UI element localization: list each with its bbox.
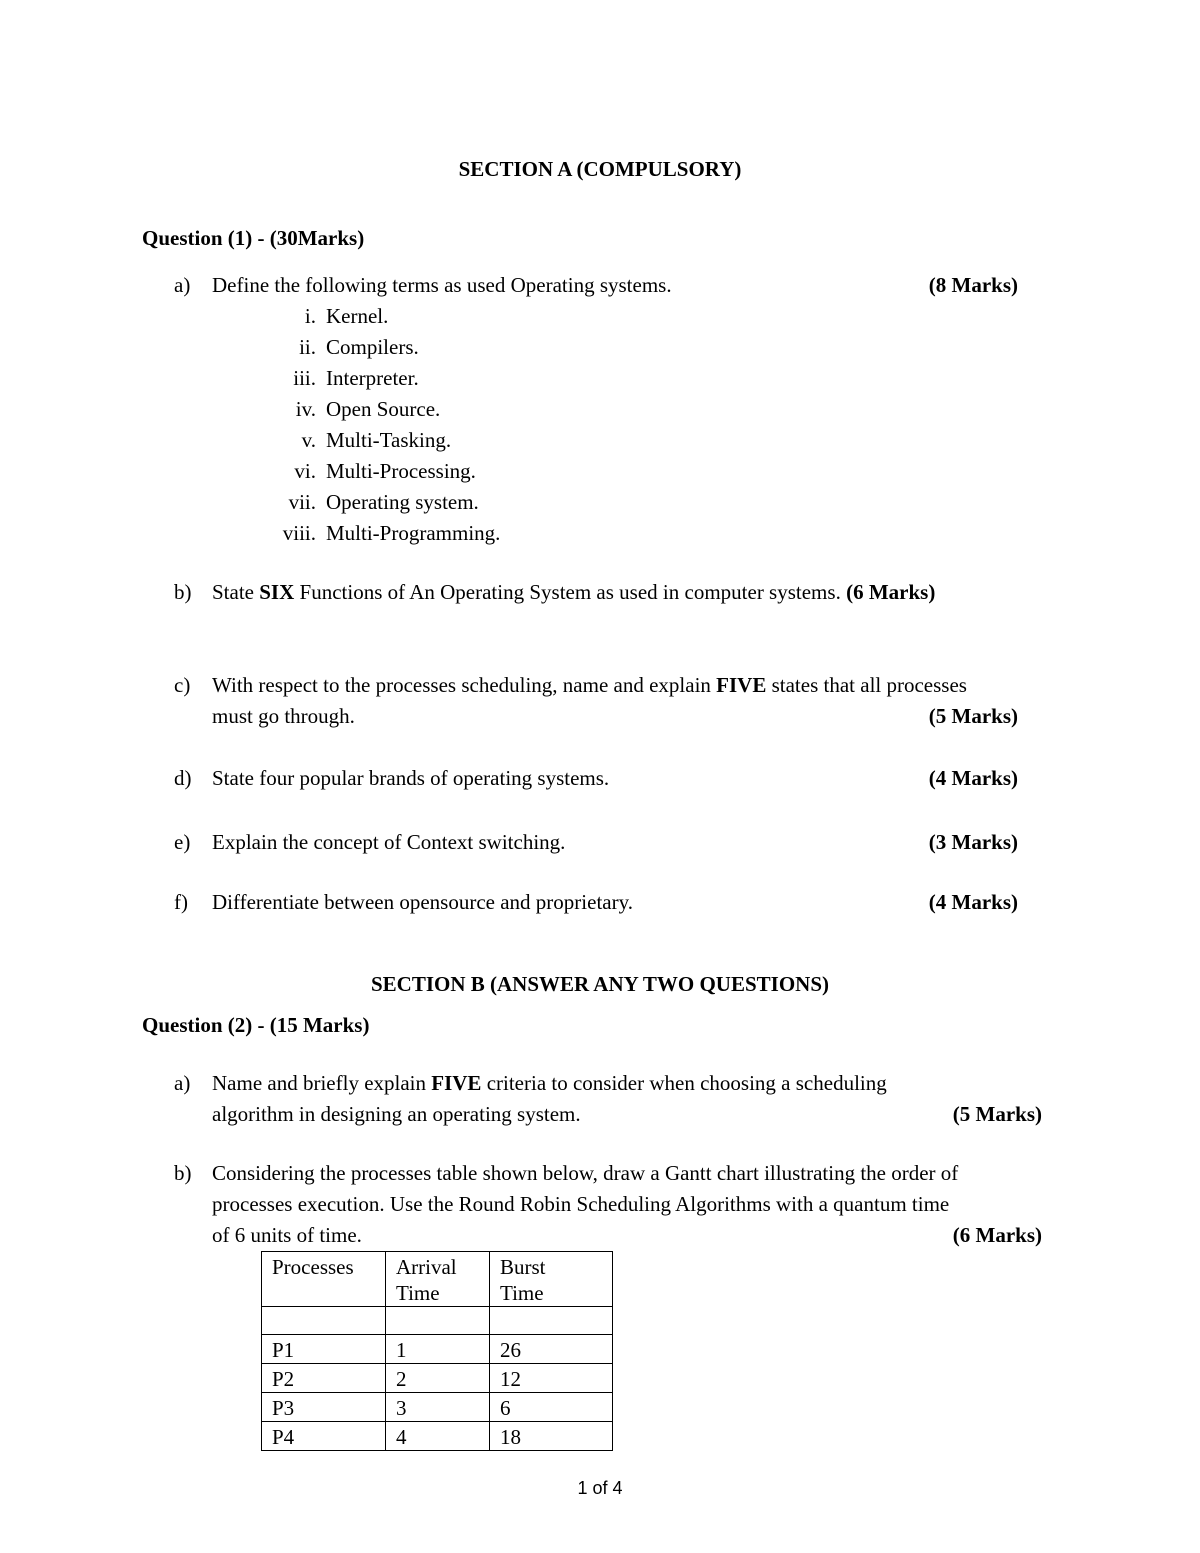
term-text: Multi-Programming. [326,521,501,545]
page-number: 1 of 4 [577,1478,623,1498]
q1d-text: State four popular brands of operating systems. [212,766,610,790]
q2a-label: a) [174,1071,191,1095]
table-cell: 4 [386,1422,490,1451]
q2b-text-line3: of 6 units of time. [212,1223,362,1247]
question-2-heading: Question (2) - (15 Marks) [142,1013,370,1037]
table-header-cell: Arrival Time [386,1252,490,1307]
q1a-marks: (8 Marks) [928,273,1018,297]
table-cell: 18 [490,1422,613,1451]
q2a-marks: (5 Marks) [952,1102,1042,1126]
term-text: Multi-Tasking. [326,428,452,452]
q1d-marks: (4 Marks) [928,766,1018,790]
q1b-marks: (6 Marks) [846,580,936,604]
term-number: iv. [295,397,316,421]
table-cell [490,1307,613,1335]
q2b-text-line2: processes execution. Use the Round Robin Scheduling Algorithms with a quantum time [212,1192,950,1216]
section-b-title: SECTION B (ANSWER ANY TWO QUESTIONS) [370,972,830,996]
term-number: vi. [294,459,316,483]
table-cell: P2 [262,1364,386,1393]
processes-table [261,1251,613,1451]
table-header-row [262,1252,613,1307]
q1e-text: Explain the concept of Context switching. [212,830,566,854]
q1a-label: a) [174,273,191,297]
table-cell: 2 [386,1364,490,1393]
q2b-marks: (6 Marks) [952,1223,1042,1247]
q1a-text: Define the following terms as used Operating systems. [212,273,672,297]
q1f-label: f) [174,890,188,914]
table-header-cell: Processes [262,1252,386,1307]
q1b-label: b) [174,580,192,604]
term-number: i. [304,304,316,328]
term-number: iii. [293,366,316,390]
table-row [262,1307,613,1335]
q1c-marks: (5 Marks) [928,704,1018,728]
table-cell: 3 [386,1393,490,1422]
table-cell [386,1307,490,1335]
table-row [262,1364,613,1393]
q1d-label: d) [174,766,192,790]
term-text: Kernel. [326,304,389,328]
table-cell: P1 [262,1335,386,1364]
term-number: vii. [288,490,316,514]
table-header-cell: Burst Time [490,1252,613,1307]
q1e-marks: (3 Marks) [928,830,1018,854]
q1f-marks: (4 Marks) [928,890,1018,914]
table-cell [262,1307,386,1335]
table-cell: P4 [262,1422,386,1451]
table-cell: 1 [386,1335,490,1364]
q2b-text-line1: Considering the processes table shown below, draw a Gantt chart illustrating the order of [212,1161,959,1185]
section-a-title: SECTION A (COMPULSORY) [458,157,742,181]
term-number: v. [301,428,316,452]
table-cell: 26 [490,1335,613,1364]
term-text: Interpreter. [326,366,419,390]
q1c-text-line1: With respect to the processes scheduling, name and explain FIVE states that all processes [212,673,967,697]
table-row [262,1422,613,1451]
table-cell: 6 [490,1393,613,1422]
term-number: ii. [299,335,316,359]
q1e-label: e) [174,830,191,854]
term-text: Compilers. [326,335,419,359]
q1c-label: c) [174,673,191,697]
term-number: viii. [282,521,316,545]
term-text: Multi-Processing. [326,459,476,483]
table-cell: 12 [490,1364,613,1393]
table-row [262,1393,613,1422]
q2b-label: b) [174,1161,192,1185]
question-1-heading: Question (1) - (30Marks) [142,226,365,250]
table-row [262,1335,613,1364]
q2a-text-line1: Name and briefly explain FIVE criteria to consider when choosing a scheduling [212,1071,887,1095]
q1f-text: Differentiate between opensource and proprietary. [212,890,633,914]
term-text: Open Source. [326,397,441,421]
term-text: Operating system. [326,490,479,514]
q1b-text: State SIX Functions of An Operating System as used in computer systems. (6 Marks) [212,580,936,604]
q2a-text-line2: algorithm in designing an operating system. [212,1102,581,1126]
q1c-text-line2: must go through. [212,704,355,728]
table-cell: P3 [262,1393,386,1422]
